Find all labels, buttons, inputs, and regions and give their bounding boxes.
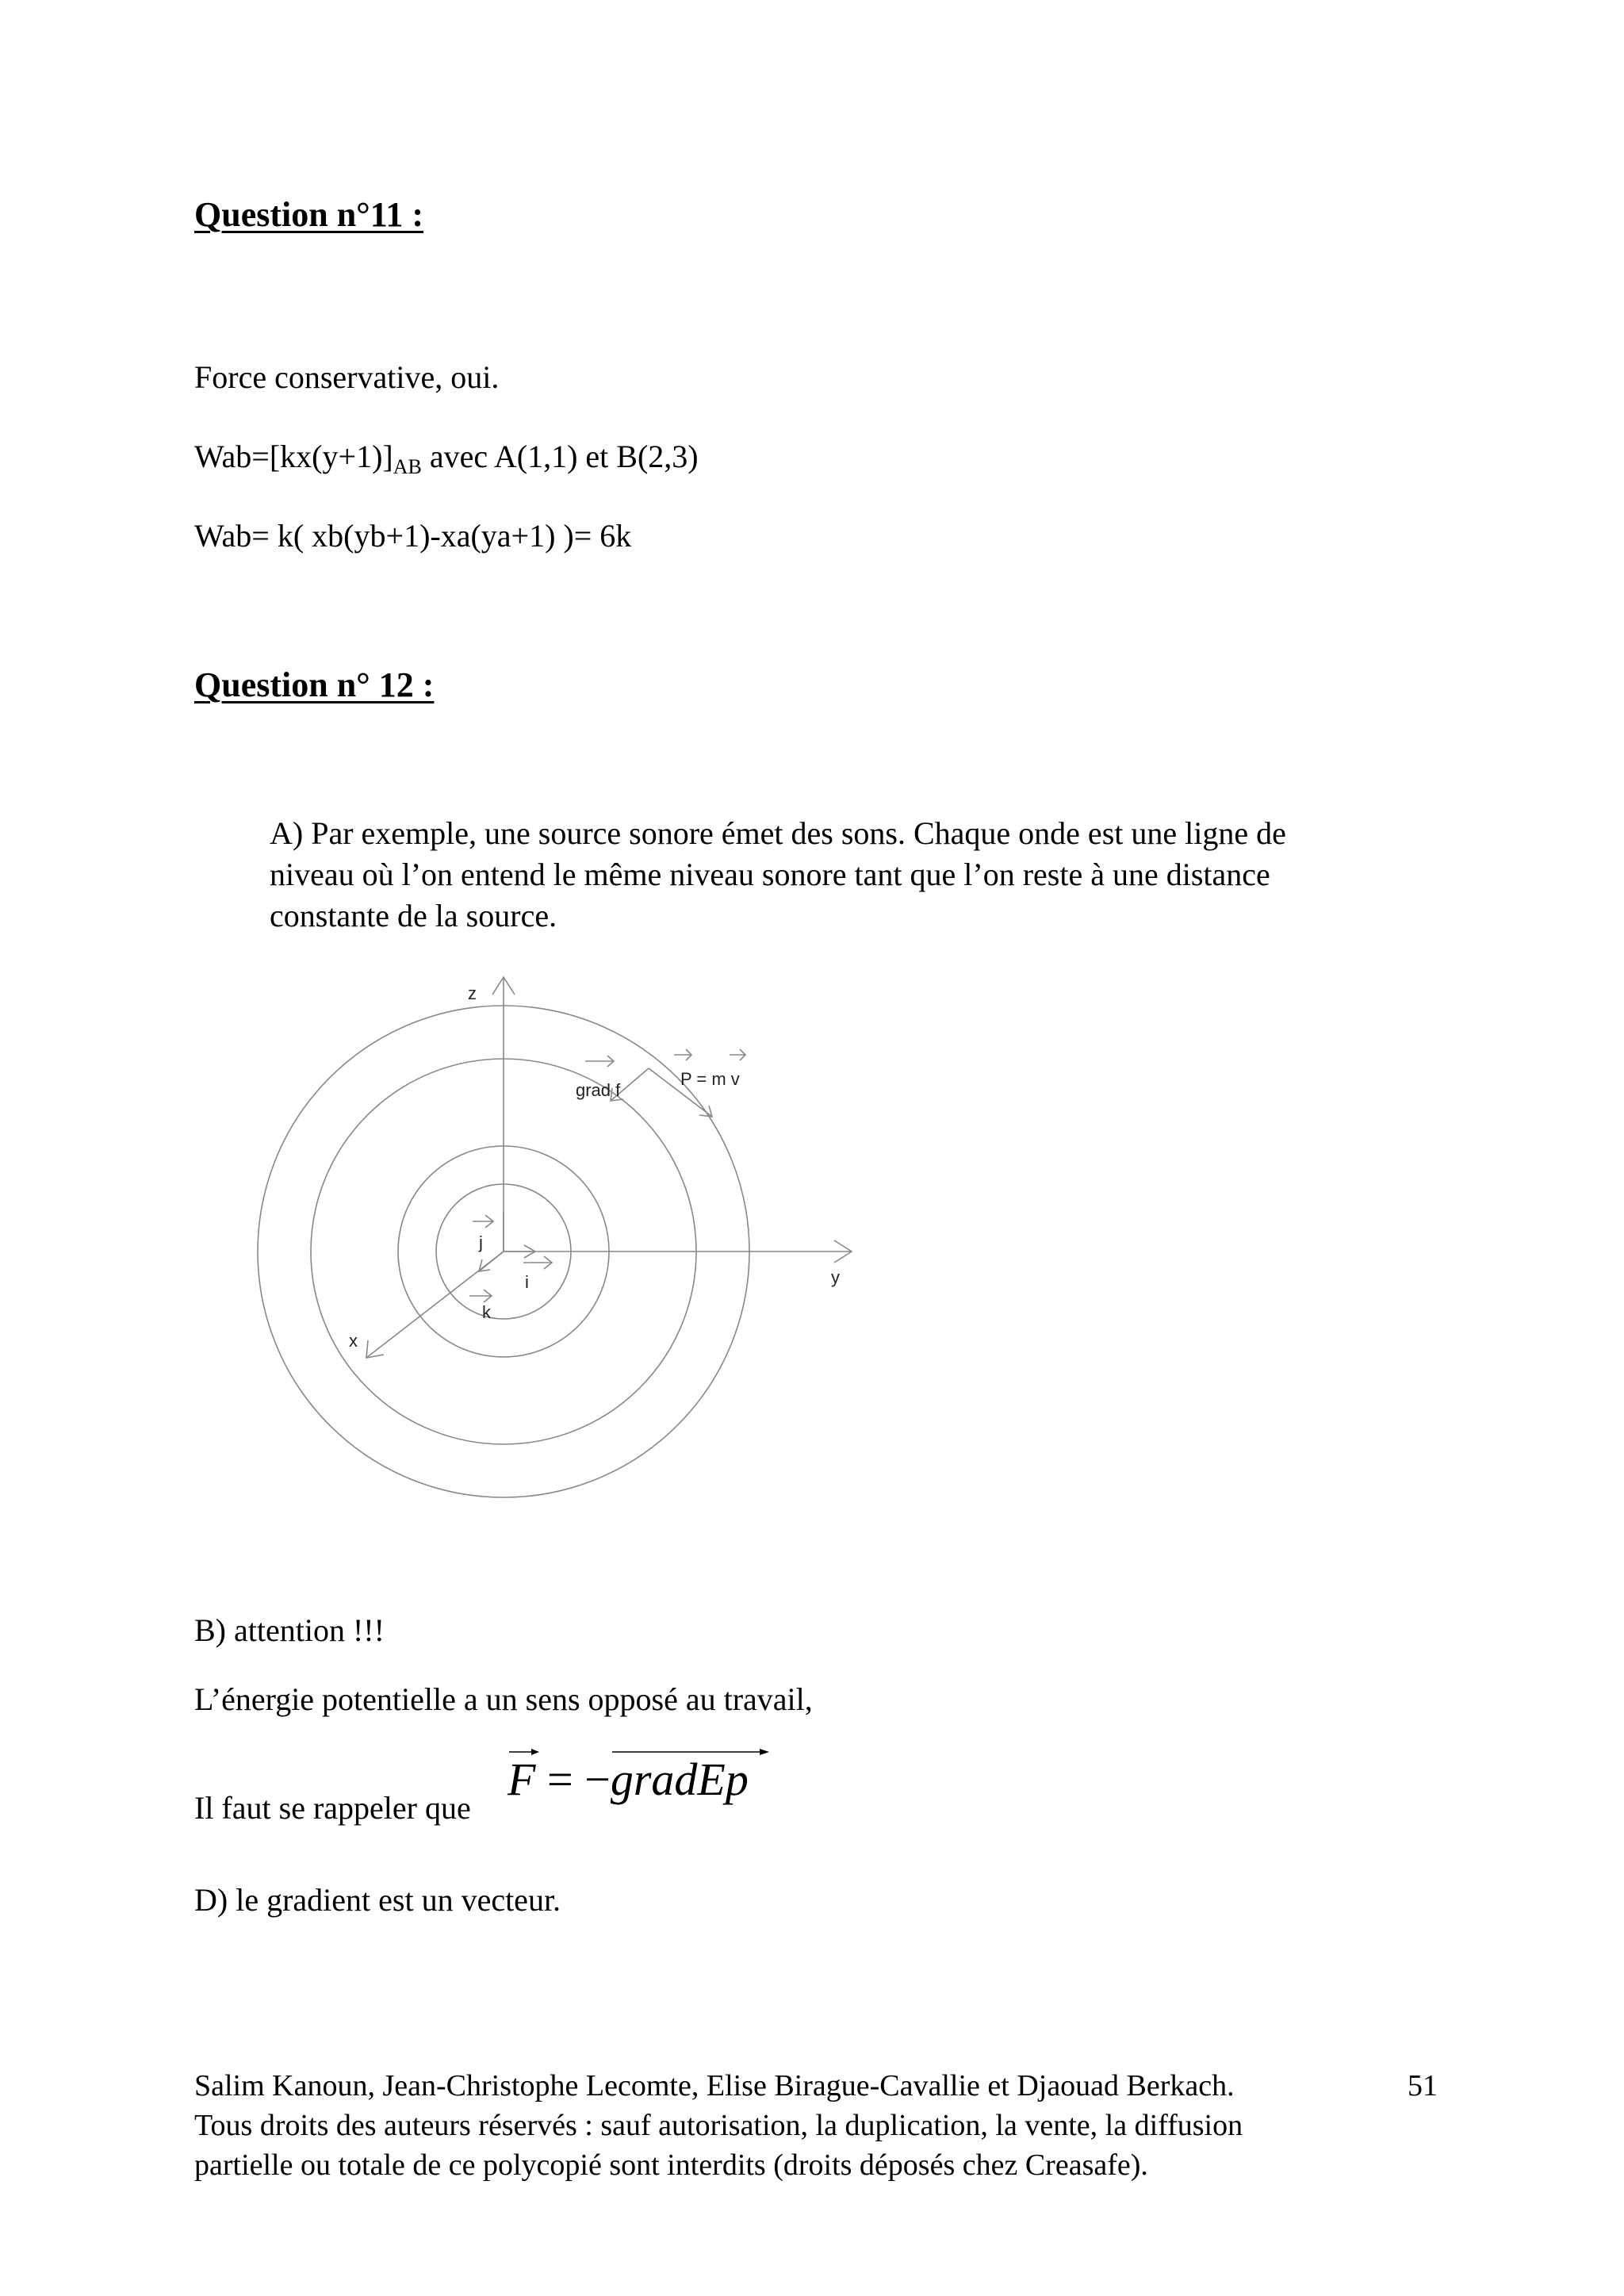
q11-work-points: avec A(1,1) et B(2,3) xyxy=(421,439,699,474)
q11-work-subscript: AB xyxy=(393,455,422,478)
gradient-formula xyxy=(508,1753,749,1806)
q12-para-a-line-3: constante de la source. xyxy=(270,898,557,933)
i-vector-label: i xyxy=(525,1272,529,1292)
footer-authors: Salim Kanoun, Jean-Christophe Lecomte, Elise Birague-Cavallie et Djaouad Berkach. xyxy=(194,2069,1235,2102)
force-symbol: F xyxy=(508,1754,536,1805)
k-vector-label: k xyxy=(482,1302,491,1322)
x-axis-label: x xyxy=(349,1331,358,1351)
force-vector xyxy=(508,1753,535,1806)
q12-para-a-line-2: niveau où l’on entend le même niveau sonore tant que l’on reste à une distance xyxy=(270,857,1270,892)
q11-line-result: Wab= k( xb(yb+1)-xa(ya+1) )= 6k xyxy=(194,518,632,554)
q12-para-a-line-1: A) Par exemple, une source sonore émet des sons. Chaque onde est une ligne de xyxy=(270,815,1286,851)
q12-paragraph-a xyxy=(270,813,1491,937)
grad-ep-vector-arrow xyxy=(611,1748,769,1756)
q11-line-work-formula xyxy=(194,436,699,488)
q11-work-bracket: Wab=[kx(y+1)] xyxy=(194,439,393,474)
grad-ep-symbol: gradEp xyxy=(610,1754,749,1805)
footer-rights-line-1: Tous droits des auteurs réservés : sauf autorisation, la duplication, la vente, la diffusion xyxy=(194,2109,1243,2142)
j-vector-label: j xyxy=(479,1232,483,1252)
q12-b-formula-intro: Il faut se rappeler que xyxy=(194,1790,471,1826)
y-axis-label: y xyxy=(831,1267,840,1287)
level-lines-diagram xyxy=(230,960,880,1531)
page-footer xyxy=(194,2066,1542,2185)
page-number: 51 xyxy=(1408,2069,1438,2102)
question-12-heading: Question n° 12 : xyxy=(194,665,435,704)
j-basis xyxy=(479,1251,504,1271)
q12-b-title: B) attention !!! xyxy=(194,1612,385,1648)
grad-ep-vector xyxy=(611,1753,749,1806)
question-11-heading: Question n°11 : xyxy=(194,195,423,234)
footer-rights-line-2: partielle ou totale de ce polycopié sont interdits (droits déposés chez Creasafe). xyxy=(194,2148,1148,2182)
q12-d-text: D) le gradient est un vecteur. xyxy=(194,1882,561,1918)
q11-line-conservative: Force conservative, oui. xyxy=(194,359,500,395)
momentum-label: P = m v xyxy=(680,1069,740,1089)
formula-equals-minus: = − xyxy=(535,1754,611,1805)
q12-b-text: L’énergie potentielle a un sens opposé au travail, xyxy=(194,1681,813,1717)
grad-f-label: grad f xyxy=(576,1080,621,1100)
force-vector-arrow xyxy=(508,1748,539,1756)
z-axis-label: z xyxy=(468,983,477,1003)
